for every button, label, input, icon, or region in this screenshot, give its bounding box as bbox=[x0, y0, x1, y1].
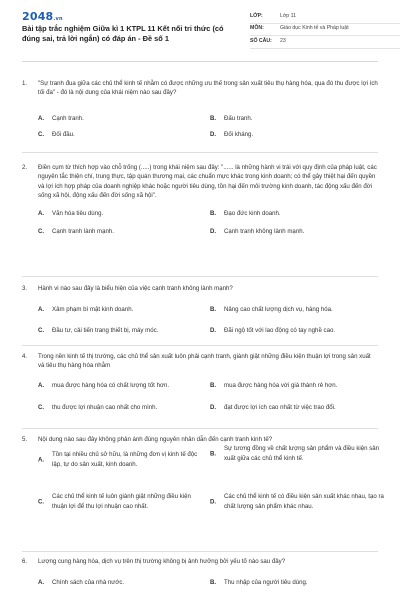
option-a[interactable] bbox=[38, 381, 198, 390]
divider bbox=[22, 152, 378, 153]
option-text: mua được hàng hóa có chất lượng tốt hơn. bbox=[52, 381, 170, 389]
option-letter: D. bbox=[210, 498, 217, 506]
option-letter: A. bbox=[38, 381, 45, 389]
divider bbox=[22, 551, 378, 552]
option-c[interactable] bbox=[38, 403, 198, 412]
option-text: Sự tương đồng về chất lượng sản phẩm và điều kiện sản xuất giữa các chủ thể kinh tế. bbox=[224, 445, 380, 462]
option-letter: D. bbox=[210, 130, 217, 138]
option-a[interactable] bbox=[38, 578, 198, 587]
option-letter: B. bbox=[210, 306, 217, 314]
option-d[interactable] bbox=[210, 492, 388, 510]
option-b[interactable] bbox=[210, 114, 388, 123]
option-b[interactable] bbox=[210, 209, 388, 218]
options bbox=[38, 98, 378, 138]
question-6 bbox=[22, 557, 378, 590]
option-letter: C. bbox=[38, 498, 45, 506]
option-letter: A. bbox=[38, 114, 45, 122]
option-b[interactable] bbox=[210, 578, 388, 587]
option-letter: A. bbox=[38, 306, 45, 314]
question-stem: Lượng cung hàng hóa, dịch vụ trên thị trường không bị ảnh hưởng bởi yếu tố nào sau đây? bbox=[38, 558, 286, 565]
question-stem: Hành vi nào sau đây là biểu hiện của việc cạnh tranh không lành mạnh? bbox=[38, 285, 233, 292]
question-number: 3. bbox=[22, 285, 28, 292]
question-number: 5. bbox=[22, 436, 28, 443]
options bbox=[38, 444, 384, 536]
option-text: Xâm phạm bí mật kinh doanh. bbox=[52, 306, 134, 314]
option-letter: C. bbox=[38, 130, 45, 138]
options bbox=[38, 566, 378, 590]
option-c[interactable] bbox=[38, 492, 198, 510]
question-stem: Trong nền kinh tế thị trường, các chủ thể sản xuất luôn phải cạnh tranh, giành giật những điều kiện thuận lợi trong sản xuất và tiêu thụ hàng hóa nhằm bbox=[38, 353, 371, 370]
option-a[interactable] bbox=[38, 305, 198, 314]
divider bbox=[22, 276, 378, 277]
option-text: thu được lợi nhuận cao nhất cho mình. bbox=[52, 403, 158, 411]
meta-value: Giáo dục Kinh tế và Pháp luật bbox=[280, 25, 349, 32]
meta-key: LỚP: bbox=[250, 12, 263, 19]
option-a[interactable] bbox=[38, 209, 198, 218]
option-a[interactable] bbox=[38, 450, 198, 468]
option-b[interactable] bbox=[210, 444, 388, 462]
option-text: Các chủ thể kinh tế luôn giành giật những điều kiện thuận lợi để thu lợi nhuận cao nhất. bbox=[52, 493, 191, 510]
question-4 bbox=[22, 352, 378, 419]
meta-row-subject bbox=[250, 24, 400, 37]
divider bbox=[22, 428, 378, 429]
question-text bbox=[22, 435, 378, 444]
option-c[interactable] bbox=[38, 227, 198, 236]
option-text: Đối kháng. bbox=[224, 130, 254, 138]
option-letter: B. bbox=[210, 450, 217, 458]
option-letter: C. bbox=[38, 227, 45, 235]
option-letter: B. bbox=[210, 209, 217, 217]
option-text: Đấu tranh. bbox=[224, 114, 253, 122]
options bbox=[38, 371, 378, 419]
option-letter: A. bbox=[38, 456, 45, 464]
meta-row-class bbox=[250, 11, 400, 24]
question-text bbox=[22, 557, 378, 566]
option-text: mua được hàng hóa với giá thành rẻ hơn. bbox=[224, 381, 338, 389]
option-d[interactable] bbox=[210, 227, 388, 236]
option-c[interactable] bbox=[38, 130, 198, 139]
option-text: Tồn tại nhiều chủ sở hữu, là những đơn vị kinh tế độc lập, tự do sản xuất, kinh doanh. bbox=[52, 451, 198, 468]
question-stem: Nội dung nào sau đây không phản ánh đúng nguyên nhân dẫn đến cạnh tranh kinh tế? bbox=[38, 436, 273, 443]
option-d[interactable] bbox=[210, 326, 388, 335]
meta-value: 23 bbox=[280, 37, 286, 44]
question-stem: "Sự tranh đua giữa các chủ thể kinh tế nhằm có được những ưu thế trong sản xuất tiêu thụ hàng hóa, qua đó thu được lợi ích tối đa" - đó là nội dung của khái niệm nào sau đây? bbox=[38, 80, 378, 97]
option-letter: D. bbox=[210, 403, 217, 411]
option-letter: D. bbox=[210, 327, 217, 335]
question-text bbox=[22, 284, 378, 293]
option-text: Nâng cao chất lượng dịch vụ, hàng hóa. bbox=[224, 306, 333, 314]
option-text: Cạnh tranh không lành mạnh. bbox=[224, 227, 305, 235]
logo-suffix: .vn bbox=[53, 16, 63, 22]
option-letter: B. bbox=[210, 381, 217, 389]
option-c[interactable] bbox=[38, 326, 198, 335]
option-letter: A. bbox=[38, 579, 45, 587]
option-b[interactable] bbox=[210, 381, 388, 390]
question-text bbox=[22, 352, 378, 371]
question-3 bbox=[22, 284, 378, 339]
question-number: 6. bbox=[22, 558, 28, 565]
option-text: Cạnh tranh lành mạnh. bbox=[52, 227, 114, 235]
question-5 bbox=[22, 435, 384, 536]
question-stem: Điền cụm từ thích hợp vào chỗ trống (.....) trong khái niệm sau đây: "...... là những hành vi trái với quy định của pháp luật, các nguyên tắc thiện chí, trung thực, tập quán thương mại, các chuẩn mực khác trong kinh doanh; có thể gây thiệt hại đến quyền và lợi ích hợp pháp của doanh nghiệp khác hoặc người tiêu dùng, tồn hại đến môi trường kinh doanh, tác động xấu đến đời sống xã hội, động xấu đến đời sống xã hội". bbox=[38, 164, 377, 200]
option-letter: D. bbox=[210, 227, 217, 235]
meta-key: MÔN: bbox=[250, 25, 264, 32]
question-text bbox=[22, 79, 378, 98]
option-text: Đạo đức kinh doanh. bbox=[224, 209, 281, 217]
option-text: Các chủ thể kinh tế có điều kiện sản xuất khác nhau, tạo ra chất lượng sản phẩm khác nhau. bbox=[224, 493, 384, 510]
document-header bbox=[22, 0, 378, 62]
options bbox=[38, 293, 378, 339]
option-d[interactable] bbox=[210, 130, 388, 139]
meta-row-count bbox=[250, 36, 400, 49]
meta-key: SỐ CÂU: bbox=[250, 37, 272, 44]
divider bbox=[22, 345, 378, 346]
option-letter: B. bbox=[210, 114, 217, 122]
option-letter: C. bbox=[38, 403, 45, 411]
meta-table bbox=[250, 11, 400, 49]
option-letter: A. bbox=[38, 209, 45, 217]
option-d[interactable] bbox=[210, 403, 388, 412]
option-text: Văn hóa tiêu dùng. bbox=[52, 209, 104, 217]
page-title: Bài tập trắc nghiệm Giữa kì 1 KTPL 11 Kết nối tri thức (có đúng sai, trả lời ngắn) có đáp án - Đề số 1 bbox=[22, 24, 224, 43]
option-b[interactable] bbox=[210, 305, 388, 314]
question-text bbox=[22, 163, 378, 201]
option-text: Đãi ngộ tốt với lao động có tay nghề cao. bbox=[224, 327, 336, 335]
option-text: Thu nhập của người tiêu dùng. bbox=[224, 579, 308, 587]
question-number: 4. bbox=[22, 353, 28, 360]
question-2 bbox=[22, 163, 378, 245]
options bbox=[38, 201, 378, 245]
option-text: đạt được lợi ích cao nhất từ việc trao đổi. bbox=[224, 403, 336, 411]
meta-value: Lớp 11 bbox=[280, 12, 296, 19]
option-a[interactable] bbox=[38, 114, 198, 123]
option-text: Chính sách của nhà nước. bbox=[52, 579, 125, 587]
option-text: Đầu tư, cải tiến trang thiết bị, máy móc. bbox=[52, 327, 159, 335]
option-text: Cạnh tranh. bbox=[52, 114, 84, 122]
option-letter: C. bbox=[38, 327, 45, 335]
question-1 bbox=[22, 79, 378, 138]
option-text: Đối đầu. bbox=[52, 130, 75, 138]
question-number: 1. bbox=[22, 80, 28, 87]
question-number: 2. bbox=[22, 164, 28, 171]
option-letter: B. bbox=[210, 579, 217, 587]
logo-main: 2048 bbox=[22, 10, 54, 23]
